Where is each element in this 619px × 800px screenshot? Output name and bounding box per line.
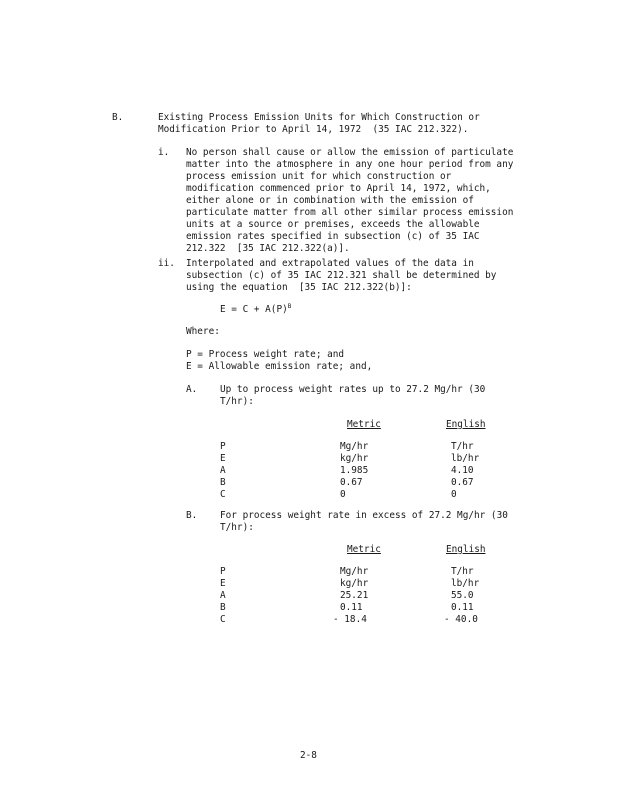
item-ii-label: ii. xyxy=(158,258,175,269)
table-a-title-line: T/hr): xyxy=(220,396,254,407)
table-b-title-line: T/hr): xyxy=(220,522,254,533)
table-a-var: C xyxy=(220,489,226,500)
table-b-english: 55.0 xyxy=(451,590,474,601)
equation-exponent: B xyxy=(287,303,292,310)
table-a-metric: 0 xyxy=(340,489,346,500)
table-b-english: - 40.0 xyxy=(444,614,478,625)
table-b-english: T/hr xyxy=(451,566,474,577)
table-a-var: B xyxy=(220,477,226,488)
table-b-header-metric: Metric xyxy=(347,544,381,555)
table-b-var: A xyxy=(220,590,226,601)
table-b-title-line: For process weight rate in excess of 27.2 Mg/hr (30 xyxy=(220,510,508,521)
equation xyxy=(220,304,291,316)
table-a-english: T/hr xyxy=(451,441,474,452)
table-b-metric: - 18.4 xyxy=(333,614,367,625)
table-b-var: P xyxy=(220,566,226,577)
item-ii-line: using the equation [35 IAC 212.322(b)]: xyxy=(186,282,412,293)
table-a-header-english: English xyxy=(446,419,486,430)
item-i-label: i. xyxy=(158,147,170,158)
section-heading-line-1: Existing Process Emission Units for Which Construction or xyxy=(158,112,480,123)
table-a-metric: 1.985 xyxy=(340,465,369,476)
table-b-var: E xyxy=(220,578,226,589)
section-heading-line-2: Modification Prior to April 14, 1972 (35 IAC 212.322). xyxy=(158,124,469,135)
table-b-metric: 0.11 xyxy=(340,602,363,613)
item-i-line: particulate matter from all other similar process emission xyxy=(186,207,514,218)
table-a-metric: kg/hr xyxy=(340,453,369,464)
table-a-english: 0 xyxy=(451,489,457,500)
item-ii-line: subsection (c) of 35 IAC 212.321 shall be determined by xyxy=(186,270,497,281)
item-i-line: matter into the atmosphere in any one hour period from any xyxy=(186,159,514,170)
item-i-line: emission rates specified in subsection (c) of 35 IAC xyxy=(186,231,480,242)
where-label: Where: xyxy=(186,326,220,337)
table-b-english: lb/hr xyxy=(451,578,480,589)
section-label: B. xyxy=(112,112,124,123)
table-a-metric: Mg/hr xyxy=(340,441,369,452)
table-a-var: P xyxy=(220,441,226,452)
table-b-header-english: English xyxy=(446,544,486,555)
table-a-english: 0.67 xyxy=(451,477,474,488)
table-a-english: 4.10 xyxy=(451,465,474,476)
table-a-english: lb/hr xyxy=(451,453,480,464)
item-i-line: units at a source or premises, exceeds the allowable xyxy=(186,219,480,230)
definition-e: E = Allowable emission rate; and, xyxy=(186,361,373,372)
table-b-var: B xyxy=(220,602,226,613)
definition-p: P = Process weight rate; and xyxy=(186,349,345,360)
table-b-metric: 25.21 xyxy=(340,590,369,601)
item-i-line: modification commenced prior to April 14, 1972, which, xyxy=(186,183,491,194)
item-ii-line: Interpolated and extrapolated values of the data in xyxy=(186,258,474,269)
table-b-metric: Mg/hr xyxy=(340,566,369,577)
table-a-title-line: Up to process weight rates up to 27.2 Mg/hr (30 xyxy=(220,384,486,395)
table-b-english: 0.11 xyxy=(451,602,474,613)
page-number: 2-8 xyxy=(300,750,317,761)
table-a-var: A xyxy=(220,465,226,476)
table-a-var: E xyxy=(220,453,226,464)
item-i-line: process emission unit for which construction or xyxy=(186,171,452,182)
table-a-label: A. xyxy=(186,384,198,395)
table-b-var: C xyxy=(220,614,226,625)
equation-main: E = C + A(P) xyxy=(220,304,288,315)
item-i-line: No person shall cause or allow the emission of particulate xyxy=(186,147,514,158)
table-b-label: B. xyxy=(186,510,198,521)
table-b-metric: kg/hr xyxy=(340,578,369,589)
table-a-header-metric: Metric xyxy=(347,419,381,430)
table-a-metric: 0.67 xyxy=(340,477,363,488)
item-i-line: 212.322 [35 IAC 212.322(a)]. xyxy=(186,243,350,254)
item-i-line: either alone or in combination with the emission of xyxy=(186,195,474,206)
